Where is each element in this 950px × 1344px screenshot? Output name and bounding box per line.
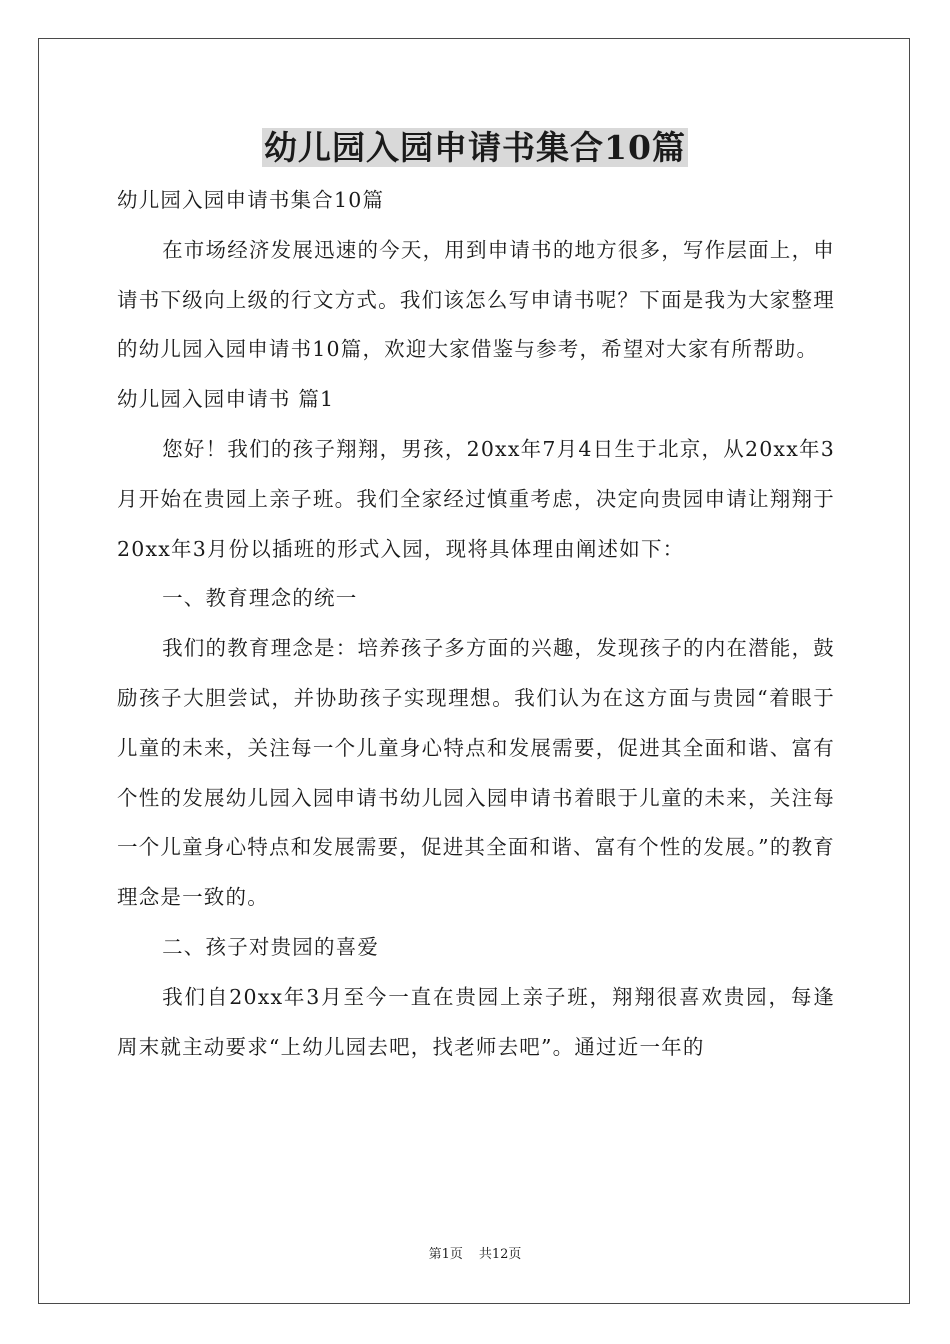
document-title — [0, 124, 950, 172]
document-body — [117, 176, 835, 1072]
body-paragraph: 幼儿园入园申请书集合10篇 — [117, 188, 385, 212]
body-paragraph: 我们自20xx年3月至今一直在贵园上亲子班，翔翔很喜欢贵园，每逢周末就主动要求“上幼儿园去吧，找老师去吧”。通过近一年的 — [117, 984, 835, 1059]
body-paragraph: 我们的教育理念是：培养孩子多方面的兴趣，发现孩子的内在潜能，鼓励孩子大胆尝试，并协助孩子实现理想。我们认为在这方面与贵园“着眼于儿童的未来，关注每一个儿童身心特点和发展需要，促进其全面和谐、富有个性的发展幼儿园入园申请书幼儿园入园申请书着眼于儿童的未来，关注每一个儿童身心特点和发展需要，促进其全面和谐、富有个性的发展。”的教育理念是一致的。 — [117, 636, 835, 910]
page-number: 第1页 — [428, 1247, 463, 1262]
body-paragraph: 二、孩子对贵园的喜爱 — [162, 934, 380, 959]
page-total: 共12页 — [478, 1247, 522, 1262]
body-paragraph: 您好！我们的孩子翔翔，男孩，20xx年7月4日生于北京，从20xx年3月开始在贵园上亲子班。我们全家经过慎重考虑，决定向贵园申请让翔翔于20xx年3月份以插班的形式入园，现将具体理由阐述如下： — [117, 436, 835, 561]
body-paragraph: 幼儿园入园申请书 篇1 — [117, 387, 335, 412]
page-footer — [0, 1245, 950, 1265]
body-paragraph: 一、教育理念的统一 — [162, 586, 358, 611]
document-title-text: 幼儿园入园申请书集合10篇 — [264, 128, 686, 167]
body-paragraph: 在市场经济发展迅速的今天，用到申请书的地方很多，写作层面上，申请书下级向上级的行文方式。我们该怎么写申请书呢？下面是我为大家整理的幼儿园入园申请书10篇，欢迎大家借鉴与参考，希望对大家有所帮助。 — [117, 237, 835, 362]
